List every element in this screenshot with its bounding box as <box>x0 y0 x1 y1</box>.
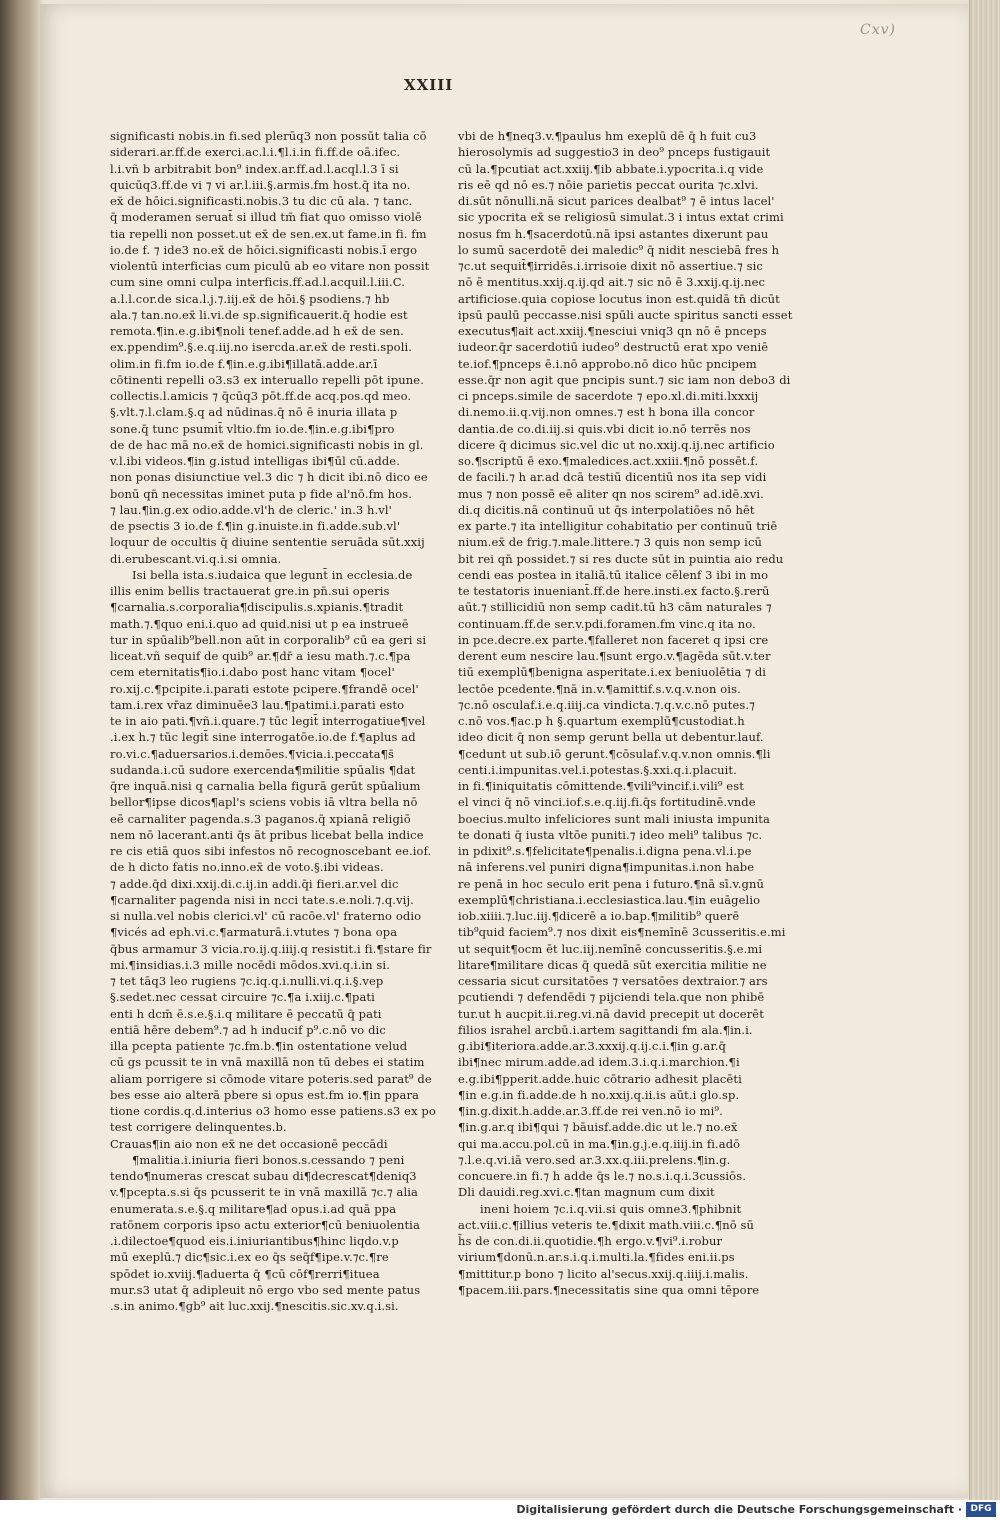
text-line: v.¶pcepta.s.si q̄s pcusserit te in vnā maxillā ⁊c.⁊ alia <box>110 1185 418 1200</box>
text-line: ideo dicit q̄ non semp gerunt bella ut debentur.lauf. <box>458 730 764 745</box>
text-line: cessaria sicut cursitatōes ⁊ versatōes dextraior.⁊ ars <box>458 974 768 988</box>
text-line: nium.ex̄ de frig.⁊.male.littere.⁊ 3 quis non semp icū <box>458 535 762 550</box>
text-line: siderari.ar.ff.de exerci.ac.l.i.¶l.i.in fi.ff.de oā.ifec. <box>110 145 401 160</box>
text-line: tione cordis.q.d.interius o3 homo esse patiens.s3 ex po <box>110 1104 436 1118</box>
text-line: dicere q̄ dicimus sic.vel dic ut no.xxij.q.ij.nec artificio <box>458 437 775 452</box>
text-line: enti h dcm̄ ē.s.e.§.i.q militare ē peccatū q̄ pati <box>110 1006 382 1021</box>
text-line: Crauas¶in aio non ex̄ ne det occasionē peccādi <box>110 1136 388 1151</box>
book-spine <box>0 0 42 1520</box>
text-line: ex.ppendim⁹.§.e.q.iij.no isercda.ar.ex̄ de resti.spoli. <box>110 340 413 355</box>
text-line: loquur de occultis q̄ diuine sententie seruāda sūt.xxij <box>110 535 425 550</box>
text-line: mū exeplū.⁊ dic¶sic.i.ex eo q̄s seq̄f¶ipe.v.⁊c.¶re <box>110 1250 389 1265</box>
text-line: act.viii.c.¶illius veteris te.¶dixit math.viii.c.¶nō sū <box>458 1217 755 1232</box>
text-line: esse.q̄r non agit que pncipis sunt.⁊ sic iam non debo3 di <box>458 372 791 387</box>
text-line: de psectis 3 io.de f.¶in g.inuiste.in fi.adde.sub.vl' <box>110 519 401 533</box>
handwritten-corner-note: Cxv) <box>860 22 896 38</box>
text-line: ratōnem corporis ipso actu exterior¶cū beniuolentia <box>110 1217 420 1232</box>
text-line: q̄re inquā.nisi q carnalia bella figurā gerūt spūalium <box>110 779 421 793</box>
text-line: cendi eas postea in italiā.tū italice cēlenf 3 ibi in mo <box>458 567 769 582</box>
text-line: re penā in hoc seculo erit pena i futuro.¶nā sī.v.gnū <box>458 876 764 891</box>
text-line: ¶malitia.i.iniuria fieri bonos.s.cessando ⁊ peni <box>132 1152 405 1167</box>
text-line: tam.i.rex vr̄az diminuēe3 lau.¶patimi.i.parati esto <box>110 697 405 712</box>
text-line: sone.q̄ tunc psumit̄ vltio.fm io.de.¶in.e.g.ibi¶pro <box>110 421 395 436</box>
text-line: si nulla.vel nobis clerici.vl' cū racōe.vl' fraterno odio <box>110 909 422 923</box>
text-line: ex parte.⁊ ita intelligitur cohabitatio per continuū triē <box>458 519 778 533</box>
text-line: illis enim bellis tractauerat gre.in pn̄.sui operis <box>110 584 390 598</box>
text-line: de facili.⁊ h ar.ad dcā testiū dicentiū nos ita sep vidi <box>458 470 767 485</box>
text-line: hierosolymis ad suggestio3 in deo⁹ pnceps fustigauit <box>458 145 771 160</box>
text-line: so.¶scriptū ē exo.¶maledices.act.xxiii.¶nō possēt.f. <box>458 454 759 468</box>
text-line: ipsū paulū peccasse.nisi spūli aucte spiritus sancti esset <box>458 307 793 322</box>
text-line: c.nō vos.¶ac.p h §.quartum exemplū¶custodiat.h <box>458 714 745 728</box>
footer-credit: Digitalisierung gefördert durch die Deutsche Forschungsgemeinschaft · <box>516 1503 962 1516</box>
text-line: bonū qn̄ necessitas iminet puta p fide al'nō.fm hos. <box>110 486 413 501</box>
text-line: boecius.multo infeliciores sunt mali iniusta impunita <box>458 811 770 826</box>
text-line: tib⁹quid faciem⁹.⁊ nos dixit eis¶nemīnē 3cusseritis.e.mi <box>458 925 786 940</box>
text-line: bit rei qn̄ possidet.⁊ si res ducte sūt in puintia aio redu <box>458 551 784 566</box>
text-line: lo sumū sacerdotē dei maledic⁹ q̄ nidit nesciebā fres h <box>458 242 780 257</box>
text-line: ¶cedunt ut sub.iō gerunt.¶cōsulaf.v.q.v.non omnis.¶li <box>458 746 771 761</box>
text-line: cū la.¶pcutiat act.xxiij.¶ib abbate.i.ypocrita.i.q vide <box>458 161 764 176</box>
text-line: Dli dauidi.reg.xvi.c.¶tan magnum cum dixit <box>458 1185 715 1200</box>
text-line: remota.¶in.e.g.ibi¶noli tenef.adde.ad h ex̄ de sen. <box>110 324 404 338</box>
text-line: de h dicto fatis no.inno.ex̄ de voto.§.ibi videas. <box>110 860 384 875</box>
text-line: filios israhel arcbū.i.artem sagittandi fm ala.¶in.i. <box>458 1022 753 1037</box>
text-line: iudeor.q̄r sacerdotiū iudeo⁹ destructū erat xpo veniē <box>458 340 769 355</box>
text-line: g.ibi¶iteriora.adde.ar.3.xxxij.q.ij.c.i.¶in g.ar.q̄ <box>458 1039 726 1053</box>
text-line: in fi.¶iniquitatis cōmittende.¶vili⁹vincif.i.vili⁹ est <box>458 779 744 793</box>
text-line: qui ma.accu.pol.cū in ma.¶in.g.j.e.q.iiij.in fi.adō <box>458 1136 741 1151</box>
text-line: enumerata.s.e.§.q militare¶ad opus.i.ad quā ppa <box>110 1201 397 1216</box>
text-line: significasti nobis.in fi.sed plerūq3 non possūt talia cō <box>110 129 427 143</box>
text-line: bellor¶ipse dicos¶apl's sciens vobis iā vltra bella nō <box>110 795 418 810</box>
text-line: ⁊.l.e.q.vi.iā vero.sed ar.3.xx.q.iii.prelens.¶in.g. <box>458 1152 731 1167</box>
text-line: re cis etiā quos sibi infestos nō recognoscebant ee.iof. <box>110 844 432 858</box>
text-line: in pdixit⁹.s.¶felicitate¶penalis.i.digna pena.vl.i.pe <box>458 844 752 858</box>
digitization-footer <box>0 1500 1000 1520</box>
text-line: q̄ moderamen seruat̄ si illud tm̄ fiat quo omisso violē <box>110 210 422 225</box>
text-line: virium¶donū.n.ar.s.i.q.i.multi.la.¶fides eni.ii.ps <box>458 1250 735 1265</box>
text-line: ¶in e.g.in fi.adde.de h no.xxij.q.ii.is aūt.i glo.sp. <box>458 1087 740 1102</box>
text-line: vbi de h¶neq3.v.¶paulus hm exeplū dē q̄ h fuit cu3 <box>458 129 757 143</box>
text-line: continuam.ff.de ser.v.pdi.foramen.fm vinc.q ita no. <box>458 616 756 631</box>
text-line: ut sequit¶ocm ēt luc.iij.nemīnē concusseritis.§.e.mi <box>458 941 763 956</box>
text-line: cōtinenti repelli o3.s3 ex interuallo repelli pōt ipune. <box>110 372 424 387</box>
text-line: in pce.decre.ex parte.¶falleret non faceret q ipsi cre <box>458 632 769 647</box>
text-line: violentū interficias cum piculū ab eo vitare non possit <box>110 259 430 273</box>
text-line: test corrigere delinquentes.b. <box>110 1120 287 1135</box>
text-line: tur.ut h aucpit.ii.reg.vi.nā david precepit ut docerēt <box>458 1006 764 1021</box>
text-line: eē carnaliter pagenda.s.3 paganos.q̄ xpianā religiō <box>110 811 411 826</box>
text-line: sudanda.i.cū sudore exercenda¶militie spūalis ¶dat <box>110 762 416 777</box>
text-line: derent eum nescire lau.¶sunt ergo.v.¶agēda sūt.v.ter <box>458 649 771 663</box>
text-line: mus ⁊ non possē eē aliter qn nos scirem⁹ ad.idē.xvi. <box>458 486 764 501</box>
text-line: bes esse aio alterā pbere si opus est.fm io.¶in ppara <box>110 1087 419 1102</box>
text-line: aliam porrigere si cōmode vitare poteris.sed parat⁹ de <box>110 1071 432 1086</box>
text-line: ala.⁊ tan.no.ex̄ li.vi.de sp.significauerit.q̄ hodie est <box>110 307 408 322</box>
text-line: §.sedet.nec cessat circuire ⁊c.¶a i.xiij.c.¶pati <box>110 990 375 1005</box>
text-line: l.i.vñ b arbitrabit bon⁹ index.ar.ff.ad.l.acql.l.3 ī si <box>110 161 399 176</box>
text-line: collectis.l.amicis ⁊ q̄cūq3 pōt.ff.de acq.pos.qd meo. <box>110 389 412 403</box>
text-line: ro.vi.c.¶aduersarios.i.demōes.¶vicia.i.peccata¶s̄ <box>110 746 395 761</box>
text-line: te in aio pati.¶vñ.i.quare.⁊ tūc legit̄ interrogatiue¶vel <box>110 714 426 728</box>
text-line: exemplū¶christiana.i.ecclesiastica.lau.¶in euāgelio <box>458 892 761 907</box>
text-line: ⁊c.ut sequit̄¶irridēs.i.irrisoie dixit nō assertiue.⁊ sic <box>458 259 763 273</box>
text-line: pcutiendi ⁊ defendēdi ⁊ pijciendi tela.que non phibē <box>458 990 765 1005</box>
text-line: di.sūt nōnulli.nā sicut parices dealbat⁹ ⁊ ē intus lacel' <box>458 194 775 208</box>
text-line: lectōe pcedente.¶nā in.v.¶amittif.s.v.q.v.non ois. <box>458 681 741 696</box>
text-line: Isi bella ista.s.iudaica que legunt̄ in ecclesia.de <box>132 567 413 582</box>
text-line: quicūq3.ff.de vi ⁊ vi ar.l.iii.§.armis.fm host.q̄ ita no. <box>110 177 411 192</box>
text-line: di.erubescant.vi.q.i.si omnia. <box>110 551 282 566</box>
text-line: .i.ex h.⁊ tūc legit̄ sine interrogatōe.io.de f.¶aplus ad <box>110 730 416 745</box>
text-line: te donati q̄ iusta vltōe puniti.⁊ ideo meli⁹ talibus ⁊c. <box>458 827 763 842</box>
text-line: cem eternitatis¶io.i.dabo post hanc vitam ¶ocel' <box>110 665 395 680</box>
text-line: h̄s de con.di.ii.quotidie.¶h ergo.v.¶vi⁹.i.robur <box>458 1234 723 1248</box>
text-line: tia repelli non posset.ut ex̄ de sen.ex.ut fame.in fi. fm <box>110 226 427 241</box>
left-text-column <box>110 128 436 1314</box>
text-line: mi.¶insidias.i.3 mille nocēdi mōdos.xvi.q.i.in si. <box>110 957 390 972</box>
text-line: ineni hoiem ⁊c.i.q.vii.si quis omne3.¶phibnit <box>480 1201 742 1216</box>
dfg-logo: DFG <box>966 1502 996 1517</box>
text-line: ¶in.g.dixit.h.adde.ar.3.ff.de rei ven.nō io mi⁹. <box>458 1104 723 1118</box>
text-line: iob.xiiii.⁊.luc.iij.¶dicerē a io.bap.¶militib⁹ querē <box>458 909 740 923</box>
text-line: ¶carnaliter pagenda nisi in ncci tate.s.e.noli.⁊.q.vij. <box>110 892 414 907</box>
text-line: v.l.ibi videos.¶in g.istud intelligas ibi¶ūl cū.adde. <box>110 454 400 468</box>
text-line: cū gs pcussit te in vnā maxillā non tū debes ei statim <box>110 1055 425 1070</box>
folio-number: XXIII <box>404 76 454 94</box>
text-line: e.g.ibi¶pperit.adde.huic cōtrario adhesit placēti <box>458 1071 742 1086</box>
text-line: §.vlt.⁊.l.clam.§.q ad nūdinas.q̄ nō ē inuria illata p <box>110 405 398 420</box>
text-line: artificiose.quia copiose locutus inon est.quidā tn̄ dicūt <box>458 291 780 306</box>
text-line: tiū exemplū¶benigna asperitate.i.ex beniuolētia ⁊ di <box>458 665 767 680</box>
text-line: illa pcepta patiente ⁊c.fm.b.¶in ostentatione velud <box>110 1039 408 1053</box>
text-line: ¶in.g.ar.q ibi¶qui ⁊ bāuisf.adde.dic ut le.⁊ no.ex̄ <box>458 1120 738 1135</box>
text-line: ⁊ tet tāq3 leo rugiens ⁊c.iq.q.i.nulli.vi.q.i.§.vep <box>110 974 384 988</box>
text-line: te testatoris inueniant̄.ff.de here.insti.ex facto.§.rerū <box>458 584 770 598</box>
text-line: tur in spūalib⁹bell.non aūt in corporalib⁹ cū ea geri si <box>110 632 427 647</box>
text-line: ⁊c.nō osculaf.i.e.q.iiij.ca vindicta.⁊.q.v.c.nō putes.⁊ <box>458 697 755 712</box>
text-line: litare¶militare dicas q̄ quedā sūt exercitia militie ne <box>458 957 767 972</box>
text-line: ex̄ de hōici.significasti.nobis.3 tu dic cū ala. ⁊ tanc. <box>110 194 413 208</box>
text-line: non ponas disiunctiue vel.3 dic ⁊ h dicit ibi.nō dico ee <box>110 470 428 485</box>
text-line: math.⁊.¶quo eni.i.quo ad quid.nisi ut p ea instrueē <box>110 616 409 631</box>
text-line: olim.in fi.fm io.de f.¶in.e.g.ibi¶illatā.adde.ar.ī <box>110 356 378 371</box>
right-text-column <box>458 128 793 1298</box>
text-line: ibi¶nec mirum.adde.ad idem.3.i.q.i.marchion.¶i <box>458 1055 740 1070</box>
text-line: nem nō lacerant.anti q̄s āt pribus licebat bella indice <box>110 827 424 842</box>
text-line: liceat.vñ sequif de quib⁹ ar.¶dr̄ a iesu math.⁊.c.¶pa <box>110 649 411 663</box>
text-line: te.iof.¶pnceps ē.i.nō approbo.nō dico hūc pncipem <box>458 356 757 371</box>
text-line: io.de f. ⁊ ide3 no.ex̄ de hōici.significasti nobis.ī ergo <box>110 242 418 257</box>
text-line: executus¶ait act.xxiij.¶nesciui vniq3 qn nō ē pnceps <box>458 324 767 338</box>
text-line: di.nemo.ii.q.vij.non omnes.⁊ est h bona illa concor <box>458 405 755 420</box>
text-line: spōdet io.xviij.¶aduerta q̄ ¶cū cōf¶rerri¶ituea <box>110 1266 380 1281</box>
text-line: tendo¶numeras crescat subau di¶decrescat¶deniq3 <box>110 1169 417 1183</box>
text-line: q̄bus armamur 3 vicia.ro.ij.q.iiij.q resistit.i fi.¶stare fir <box>110 941 432 956</box>
text-line: a.l.l.cor.de sica.l.j.⁊.iij.ex̄ de hōi.§ psodiens.⁊ hb <box>110 291 390 306</box>
text-line: concuere.in fi.⁊ h adde q̄s le.⁊ no.s.i.q.i.3cussiōs. <box>458 1169 746 1183</box>
text-line: ris eē qd nō es.⁊ nōie parietis peccat ourita ⁊c.xlvi. <box>458 177 759 192</box>
text-line: .s.in animo.¶gb⁹ ait luc.xxij.¶nescitis.sic.xv.q.i.si. <box>110 1299 399 1313</box>
text-line: nosus fm h.¶sacerdotū.nā ipsi astantes dixerunt pau <box>458 226 769 241</box>
text-line: ¶carnalia.s.corporalia¶discipulis.s.xpianis.¶tradit <box>110 600 404 615</box>
text-line: el vinci q̄ nō vinci.iof.s.e.q.iij.fi.q̄s fortitudinē.vnde <box>458 795 756 810</box>
text-line: dantia.de co.di.iij.si quis.vbi dicit io.nō terrēs nos <box>458 421 751 436</box>
text-line: ro.xij.c.¶pcipite.i.parati estote pcipere.¶frandē ocel' <box>110 681 419 696</box>
text-line: entiā hēre debem⁹.⁊ ad h inducif p⁹.c.nō vo dic <box>110 1022 386 1037</box>
text-line: ⁊ lau.¶in.g.ex odio.adde.vl'h de cleric.' in.3 h.vl' <box>110 502 392 517</box>
text-line: aūt.⁊ stillicidiū non semp cadit.tū h3 cām naturales ⁊ <box>458 600 772 615</box>
text-line: ¶vicés ad eph.vi.c.¶armaturā.i.vtutes ⁊ bona opa <box>110 925 398 940</box>
text-line: mur.s3 utat q̄ adipleuit nō ergo vbo sed mente patus <box>110 1282 421 1297</box>
text-line: cum sine omni culpa interficis.ff.ad.l.acquil.l.iii.C. <box>110 275 405 290</box>
text-line: ¶mittitur.p bono ⁊ licito al'secus.xxij.q.iiij.i.malis. <box>458 1266 749 1281</box>
text-line: .i.dilectoe¶quod eis.i.iniuriantibus¶hinc liqdo.v.p <box>110 1234 399 1248</box>
text-line: ⁊ adde.q̄d dixi.xxij.di.c.ij.in addi.q̄i fieri.ar.vel dic <box>110 876 399 891</box>
text-line: sic ypocrita ex̄ se religiosū simulat.3 i intus extat crimi <box>458 210 784 225</box>
page-edges <box>969 0 1000 1500</box>
text-line: ¶pacem.iii.pars.¶necessitatis sine qua omni tēpore <box>458 1282 760 1297</box>
text-line: nā inferens.vel puniri digna¶impunitas.i.non habe <box>458 860 755 875</box>
text-line: de de hac mā no.ex̄ de homici.significasti nobis in gl. <box>110 437 424 452</box>
text-line: nō ē mentitus.xxij.q.ij.qd ait.⁊ sic nō ē 3.xxij.q.ij.nec <box>458 275 766 290</box>
text-line: di.q dicitis.nā continuū ut q̄s interpolatiōes nō hēt <box>458 502 755 517</box>
text-line: centi.i.impunitas.vel.i.potestas.§.xxi.q.i.placuit. <box>458 762 737 777</box>
text-line: ci pnceps.simile de sacerdote ⁊ epo.xl.di.miti.lxxxij <box>458 389 759 403</box>
